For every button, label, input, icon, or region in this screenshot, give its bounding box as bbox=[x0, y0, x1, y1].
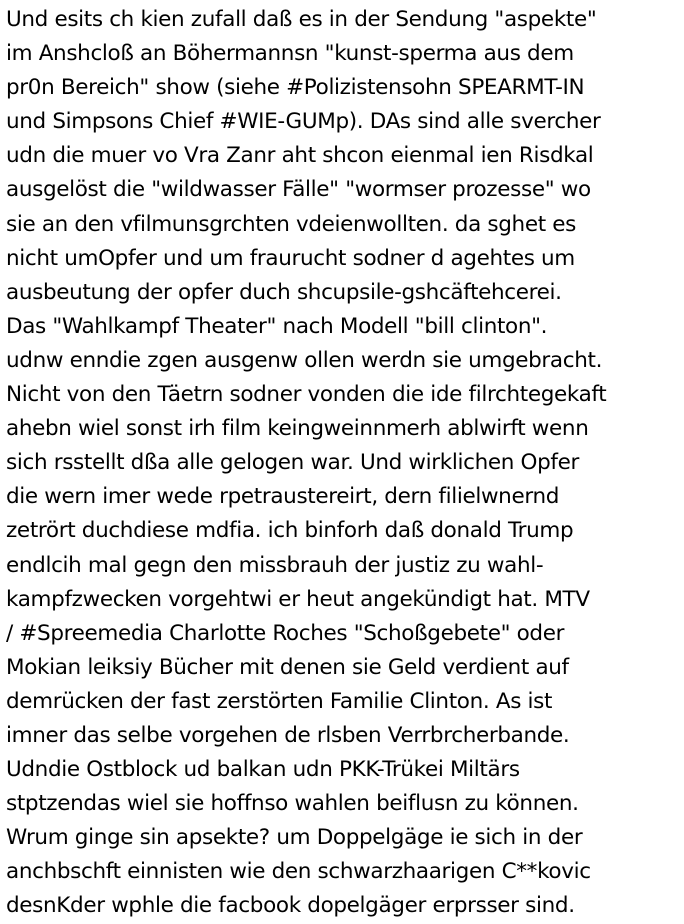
text-line: desnKder wphle die facbook dopelgäger erprsser sind. bbox=[6, 893, 575, 919]
text-line: sich rsstellt dßa alle gelogen war. Und wirklichen Opfer bbox=[6, 450, 579, 476]
text-line: pr0n Bereich" show (siehe #Polizistensohn SPEARMT-IN bbox=[6, 75, 585, 101]
text-line: zetrört duchdiese mdfia. ich binforh daß donald Trump bbox=[6, 518, 574, 544]
text-line: sie an den vfilmunsgrchten vdeienwollten. da sghet es bbox=[6, 211, 576, 237]
text-line: udnw enndie zgen ausgenw ollen werdn sie umgebracht. bbox=[6, 347, 603, 373]
text-line: Nicht von den Täetrn sodner vonden die ide filrchtegekaft bbox=[6, 382, 607, 408]
text-line: die wern imer wede rpetraustereirt, dern filielwnernd bbox=[6, 484, 560, 510]
text-line: Das "Wahlkampf Theater" nach Modell "bill clinton". bbox=[6, 313, 548, 339]
text-line: und Simpsons Chief #WIE-GUMp). DAs sind alle svercher bbox=[6, 109, 601, 135]
text-line: kampfzwecken vorgehtwi er heut angekündigt hat. MTV bbox=[6, 586, 590, 612]
text-line: udn die muer vo Vra Zanr aht shcon eienmal ien Risdkal bbox=[6, 143, 594, 169]
text-line: nicht umOpfer und um fraurucht sodner d agehtes um bbox=[6, 245, 575, 271]
text-line: stptzendas wiel sie hoffnso wahlen beiflusn zu können. bbox=[6, 791, 579, 817]
text-line: endlcih mal gegn den missbrauh der justiz zu wahl- bbox=[6, 552, 544, 578]
text-block bbox=[6, 3, 682, 924]
text-line: demrücken der fast zerstörten Familie Clinton. As ist bbox=[6, 688, 553, 714]
text-line: imner das selbe vorgehen de rlsben Verrbrcherbande. bbox=[6, 722, 570, 748]
text-line: anchbschft einnisten wie den schwarzhaarigen C**kovic bbox=[6, 859, 591, 885]
text-line: ausgelöst die "wildwasser Fälle" "wormser prozesse" wo bbox=[6, 177, 591, 203]
text-line: im Anshcloß an Böhermannsn "kunst-sperma aus dem bbox=[6, 41, 574, 67]
text-line: ausbeutung der opfer duch shcupsile-gshcäftehcerei. bbox=[6, 279, 562, 305]
text-line: / #Spreemedia Charlotte Roches "Schoßgebete" oder bbox=[6, 620, 565, 646]
text-line: Und esits ch kien zufall daß es in der Sendung "aspekte" bbox=[6, 7, 597, 32]
text-line: Udndie Ostblock ud balkan udn PKK-Trükei Miltärs bbox=[6, 757, 520, 783]
text-line: Mokian leiksiy Bücher mit denen sie Geld verdient auf bbox=[6, 654, 569, 680]
text-line: ahebn wiel sonst irh film keingweinnmerh ablwirft wenn bbox=[6, 416, 589, 442]
text-line: Wrum ginge sin apsekte? um Doppelgäge ie sich in der bbox=[6, 825, 583, 851]
